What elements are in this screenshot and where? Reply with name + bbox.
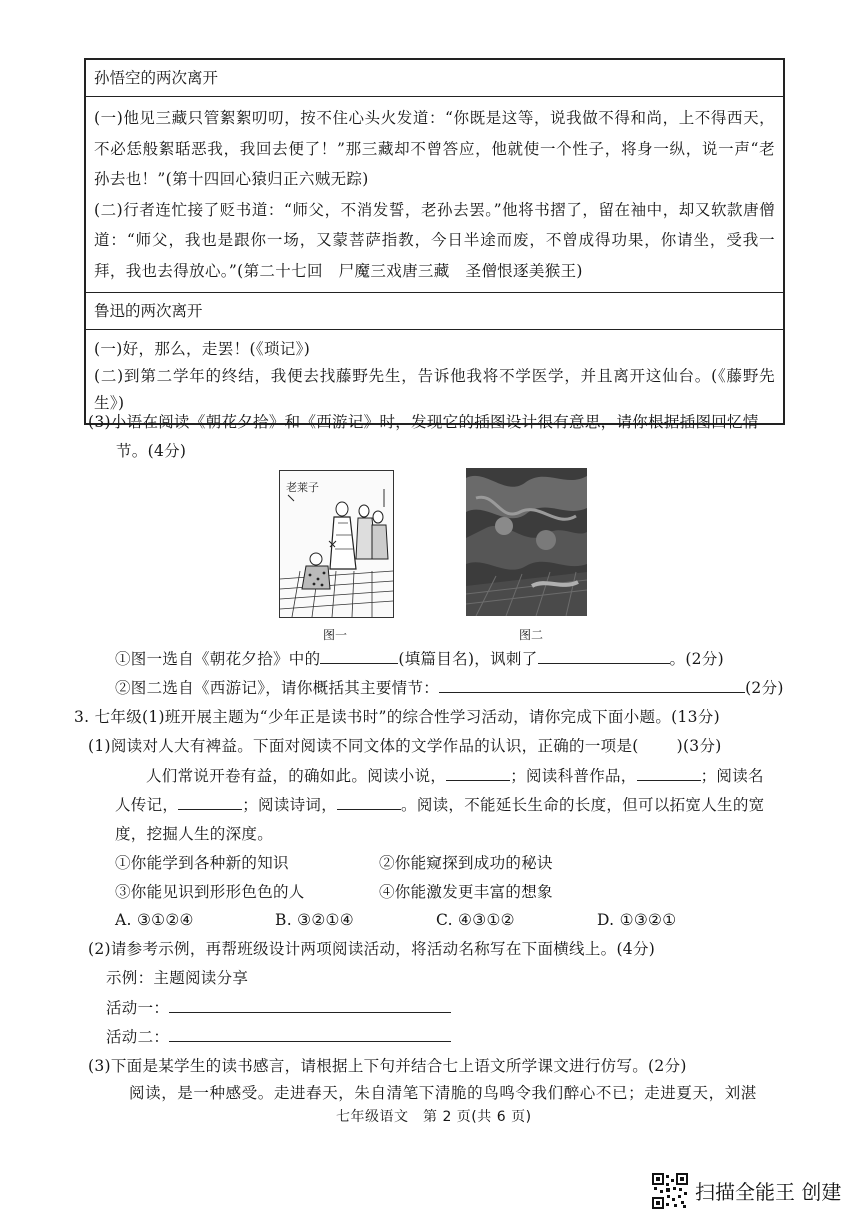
question-3-3-sub1 bbox=[115, 645, 724, 673]
sub2-text-a: ②图二选自《西游记》，请你概括其主要情节： bbox=[115, 679, 440, 697]
excerpt-tengye: (二)到第二学年的终结，我便去找藤野先生，告诉他我将不学医学，并且离开这仙台。(《藤野先生》) bbox=[94, 367, 775, 412]
answer-blank-satire[interactable] bbox=[538, 645, 670, 664]
passage-2a: 人传记， bbox=[115, 796, 179, 814]
answer-blank-chapter-title[interactable] bbox=[320, 645, 398, 664]
question-3-3-sub2 bbox=[115, 674, 784, 702]
q32-activity-2 bbox=[106, 1023, 451, 1051]
figure-one-caption: 图一 bbox=[323, 628, 348, 642]
q32-example: 示例：主题阅读分享 bbox=[106, 969, 249, 987]
qr-code-icon bbox=[652, 1173, 688, 1209]
sub2-text-b: (2分) bbox=[745, 679, 784, 697]
choice-b[interactable]: B. ③②①④ bbox=[275, 911, 354, 929]
answer-blank-activity-2[interactable] bbox=[169, 1023, 451, 1042]
passage-blank-4 bbox=[337, 791, 401, 810]
comparison-table bbox=[84, 58, 785, 425]
activity-1-label: 活动一： bbox=[106, 999, 170, 1017]
question-3-3b-prompt: (3)下面是某学生的读书感言，请根据上下句并结合七上语文所学课文进行仿写。(2分) bbox=[88, 1057, 687, 1075]
passage-blank-2 bbox=[637, 762, 701, 781]
q31-text-a: (1)阅读对人大有裨益。下面对阅读不同文体的文学作品的认识，正确的一项是( bbox=[88, 737, 639, 755]
question-3-3-score: 节。(4分) bbox=[116, 442, 187, 460]
statement-4: ④你能激发更丰富的想象 bbox=[379, 883, 553, 901]
excerpt-suoji: (一)好，那么，走罢！(《琐记》) bbox=[94, 340, 311, 358]
q31-passage-line3: 度，挖掘人生的深度。 bbox=[115, 825, 274, 843]
sub1-text-a: ①图一选自《朝花夕拾》中的 bbox=[115, 650, 321, 668]
passage-blank-1 bbox=[446, 762, 510, 781]
sub1-text-b: (填篇目名)，讽刺了 bbox=[398, 650, 538, 668]
figure-two-illustration bbox=[466, 468, 587, 616]
question-3-1-prompt bbox=[88, 732, 722, 760]
statement-1: ①你能学到各种新的知识 bbox=[115, 854, 289, 872]
answer-blank-activity-1[interactable] bbox=[169, 994, 451, 1013]
statement-3: ③你能见识到形形色色的人 bbox=[115, 883, 305, 901]
q31-passage-line1 bbox=[146, 762, 764, 790]
passage-2c: 。阅读，不能延长生命的长度，但可以拓宽人生的宽 bbox=[401, 796, 765, 814]
choice-a[interactable]: A. ③①②④ bbox=[115, 911, 194, 929]
q31-text-b: )(3分) bbox=[676, 737, 722, 755]
page-footer: 七年级语文 第 2 页(共 6 页) bbox=[336, 1109, 532, 1125]
table-cell-sun-wukong bbox=[86, 97, 783, 293]
sub1-text-c: 。(2分) bbox=[669, 650, 724, 668]
passage-blank-3 bbox=[178, 791, 242, 810]
scanner-watermark: 扫描全能王 创建 bbox=[695, 1180, 842, 1204]
choice-d[interactable]: D. ①③②① bbox=[597, 911, 677, 929]
excerpt-chapter-27: (二)行者连忙接了贬书道：“师父，不消发誓，老孙去罢。”他将书摺了，留在袖中，却又软款唐僧道：“师父，我也是跟你一场，又蒙菩萨指教，今日半途而废，不曾成得功果，你请坐，受我一拜，我也去得放心。”(第二十七回 尸魔三戏唐三藏 圣僧恨逐美猴王) bbox=[94, 200, 775, 280]
answer-blank-plot-summary[interactable] bbox=[439, 674, 745, 693]
question-3-2-prompt: (2)请参考示例，再帮班级设计两项阅读活动，将活动名称写在下面横线上。(4分) bbox=[88, 940, 656, 958]
question-3-3-prompt: (3)小语在阅读《朝花夕拾》和《西游记》时，发现它的插图设计很有意思，请你根据插图回忆情 bbox=[88, 413, 759, 431]
passage-1b: ；阅读科普作品， bbox=[510, 767, 637, 785]
passage-1a: 人们常说开卷有益，的确如此。阅读小说， bbox=[146, 767, 447, 785]
question-3-title: 3. 七年级(1)班开展主题为“少年正是读书时”的综合性学习活动，请你完成下面小题。(13分) bbox=[74, 708, 720, 726]
figure-one-inscription: 老莱子 bbox=[286, 481, 319, 494]
statement-2: ②你能窥探到成功的秘诀 bbox=[379, 854, 553, 872]
activity-2-label: 活动二： bbox=[106, 1028, 170, 1046]
figure-one-illustration bbox=[279, 470, 394, 618]
table-heading-sun-wukong: 孙悟空的两次离开 bbox=[86, 60, 783, 97]
q32-activity-1 bbox=[106, 994, 451, 1022]
q31-passage-line2 bbox=[115, 791, 764, 819]
table-heading-lu-xun: 鲁迅的两次离开 bbox=[86, 293, 783, 330]
q33b-passage: 阅读，是一种感受。走进春天，朱自清笔下清脆的鸟鸣令我们醉心不已；走进夏天，刘湛 bbox=[129, 1084, 757, 1102]
passage-2b: ；阅读诗词， bbox=[242, 796, 338, 814]
passage-1c: ；阅读名 bbox=[700, 767, 764, 785]
figure-two-caption: 图二 bbox=[519, 628, 544, 642]
choice-c[interactable]: C. ④③①② bbox=[436, 911, 515, 929]
excerpt-chapter-14: (一)他见三藏只管絮絮叨叨，按不住心头火发道：“你既是这等，说我做不得和尚，上不得西天，不必恁般絮聒恶我，我回去便了！”那三藏却不曾答应，他就使一个性子，将身一纵，说一声“老孙去也！”(第十四回心猿归正六贼无踪) bbox=[94, 109, 775, 188]
